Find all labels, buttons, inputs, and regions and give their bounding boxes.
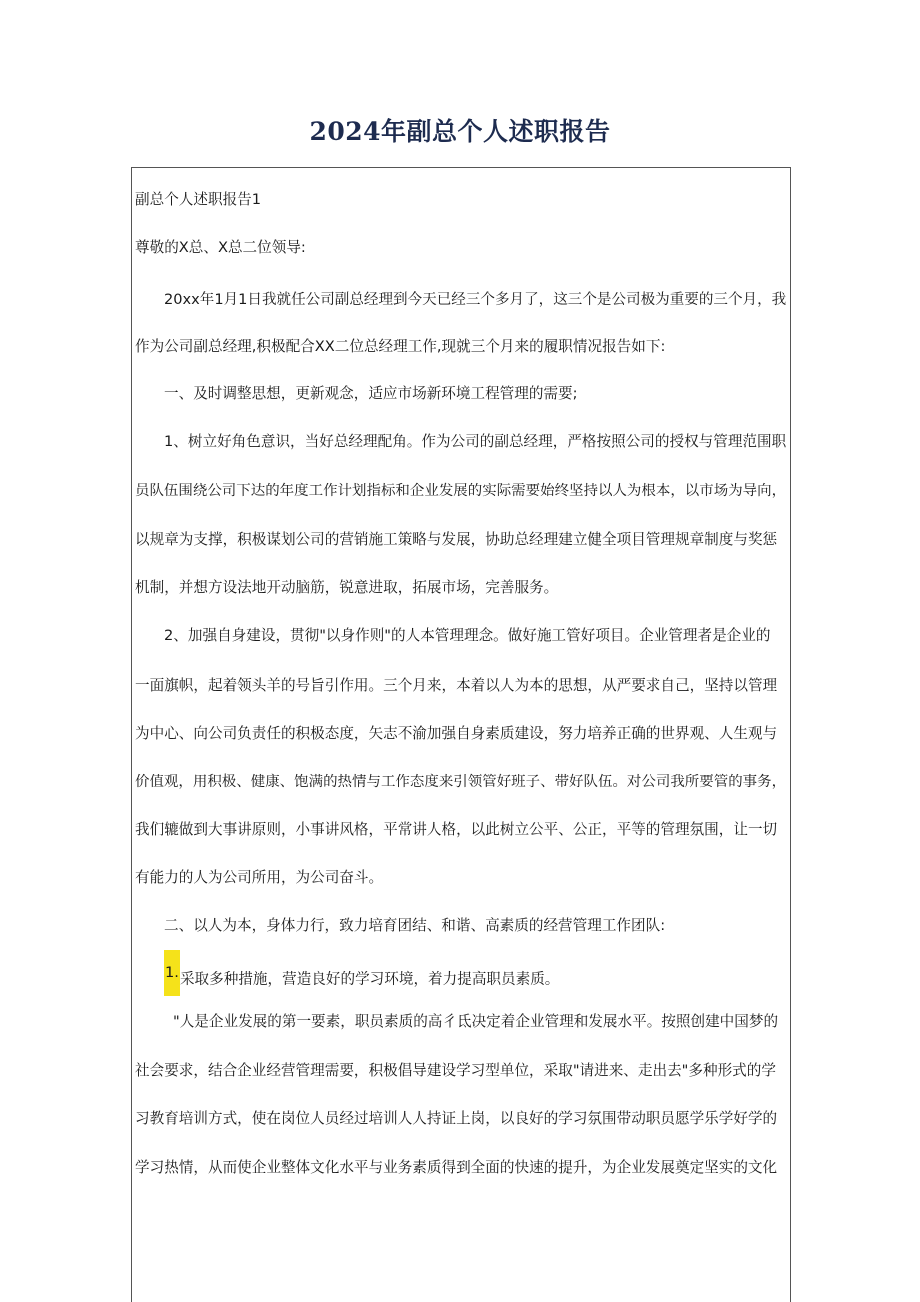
- salutation: 尊敬的X总、X总二位领导:: [135, 239, 306, 256]
- paragraph-line: 2、加强自身建设，贯彻"以身作则"的人本管理理念。做好施工管好项目。企业管理者是企业的: [164, 627, 771, 644]
- paragraph-line: 一面旗帜，起着领头羊的号旨引作用。三个月来，本着以人为本的思想，从严要求自己，坚持以管理: [135, 677, 778, 694]
- heading-line: 一、及时调整思想，更新观念，适应市场新环境工程管理的需要;: [164, 385, 578, 402]
- paragraph-line: 20xx年1月1日我就任公司副总经理到今天已经三个多月了，这三个是公司极为重要的三个月，我: [164, 291, 787, 308]
- heading-line: 二、以人为本，身体力行，致力培育团结、和谐、高素质的经营管理工作团队:: [164, 917, 666, 934]
- section-heading: 副总个人述职报告1: [135, 191, 262, 208]
- paragraph-line: 我们辘做到大事讲原则，小事讲风格，平常讲人格，以此树立公平、公正，平等的管理氛围，让一切: [135, 821, 778, 838]
- list-item: [164, 963, 560, 988]
- paragraph-line: 有能力的人为公司所用，为公司奋斗。: [135, 869, 384, 886]
- paragraph-line: 价值观，用积极、健康、饱满的热情与工作态度来引领管好班子、带好队伍。对公司我所要管的事务，: [135, 774, 787, 790]
- paragraph-line: 以规章为支撑，积极谋划公司的营销施工策略与发展，协助总经理建立健全项目管理规章制度与奖惩: [135, 531, 778, 548]
- paragraph-line: 1、树立好角色意识，当好总经理配角。作为公司的副总经理，严格按照公司的授权与管理范围职: [164, 433, 787, 450]
- paragraph-line: 社会要求，结合企业经营管理需要，积极倡导建设学习型单位，采取"请进来、走出去"多种形式的学: [135, 1062, 776, 1079]
- paragraph-line: "人是企业发展的第一要素，职员素质的高彳氐决定着企业管理和发展水平。按照创建中国梦的: [173, 1013, 779, 1030]
- paragraph-line: 为中心、向公司负责任的积极态度，矢志不渝加强自身素质建设，努力培养正确的世界观、人生观与: [135, 725, 778, 742]
- paragraph-line: 作为公司副总经理,积极配合XX二位总经理工作,现就三个月来的履职情况报告如下:: [135, 338, 666, 355]
- paragraph-line: 机制，并想方设法地开动脑筋，锐意进取，拓展市场，完善服务。: [135, 579, 559, 596]
- document-title: 2024年副总个人述职报告: [309, 117, 611, 146]
- paragraph-line: 习教育培训方式，使在岗位人员经过培训人人持证上岗，以良好的学习氛围带动职员愿学乐学好学的: [135, 1110, 778, 1127]
- highlighted-number: 1.: [164, 950, 180, 996]
- list-item-text: 采取多种措施，营造良好的学习环境，着力提高职员素质。: [179, 970, 560, 988]
- paragraph-line: 学习热情，从而使企业整体文化水平与业务素质得到全面的快速的提升，为企业发展奠定坚实的文化: [135, 1159, 778, 1176]
- paragraph-line: 员队伍围绕公司下达的年度工作计划指标和企业发展的实际需要始终坚持以人为根本，以市场为导向，: [135, 483, 787, 499]
